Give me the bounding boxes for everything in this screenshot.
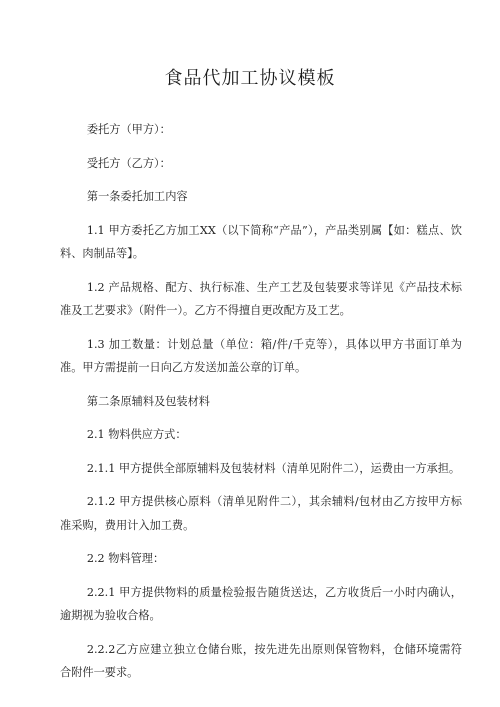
section-heading-2: 第二条原辅料及包装材料 xyxy=(86,394,210,408)
document-title: 食品代加工协议模板 xyxy=(164,68,336,89)
clause-1-3: 1.3 加工数量：计划总量（单位：箱/件/千克等），具体以甲方书面订单为准。甲方需提前一日向乙方发送加盖公章的订单。 xyxy=(60,337,462,374)
clause-2-1: 2.1 物料供应方式： xyxy=(86,428,187,441)
clause-2-2: 2.2 物料管理： xyxy=(86,552,165,565)
clause-1-1: 1.1 甲方委托乙方加工XX（以下简称“产品”），产品类别属【如：糕点、饮料、肉制品等】。 xyxy=(60,223,462,260)
clause-2-1-2: 2.1.2 甲方提供核心原料（清单见附件二），其余辅料/包材由乙方按甲方标准采购，费用计入加工费。 xyxy=(60,495,462,532)
clause-2-1-1: 2.1.1 甲方提供全部原辅料及包装材料（清单见附件二），运费由一方承担。 xyxy=(86,461,461,475)
document-body xyxy=(60,118,462,695)
paragraph-contractor: 受托方（乙方）： xyxy=(86,156,171,170)
paragraph-client: 委托方（甲方）： xyxy=(86,123,171,136)
clause-2-2-2: 2.2.2乙方应建立独立仓储台账，按先进先出原则保管物料，仓储环境需符合附件一要求。 xyxy=(60,642,462,679)
clause-2-2-1: 2.2.1 甲方提供物料的质量检验报告随货送达，乙方收货后一小时内确认，逾期视为验收合格。 xyxy=(60,585,462,622)
clause-1-2: 1.2 产品规格、配方、执行标准、生产工艺及包装要求等详见《产品技术标准及工艺要求》（附件一）。乙方不得擅自更改配方及工艺。 xyxy=(60,280,462,317)
section-heading-1: 第一条委托加工内容 xyxy=(86,190,188,203)
